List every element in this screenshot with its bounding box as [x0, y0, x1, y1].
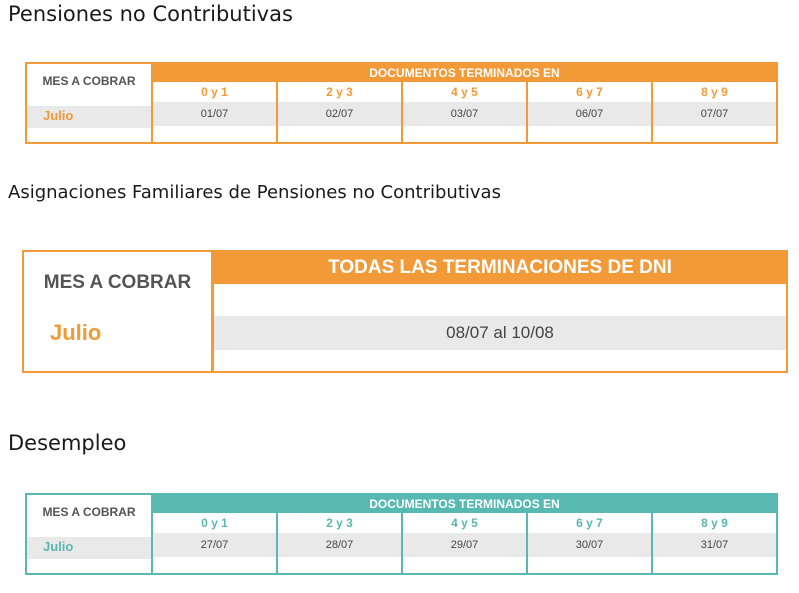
payment-date: 07/07 — [653, 102, 776, 126]
month-label: Julio — [43, 539, 74, 554]
doc-range: 8 y 9 — [701, 516, 728, 530]
payment-date: 31/07 — [653, 533, 776, 557]
doc-range: 2 y 3 — [326, 516, 353, 530]
documents-columns — [153, 64, 776, 142]
doc-column — [403, 513, 528, 573]
payment-date: 06/07 — [528, 102, 651, 126]
doc-column — [403, 82, 528, 142]
doc-range: 2 y 3 — [326, 85, 353, 99]
documents-header: DOCUMENTOS TERMINADOS EN — [153, 495, 776, 513]
doc-column — [153, 82, 278, 142]
doc-range: 4 y 5 — [451, 516, 478, 530]
month-label: Julio — [50, 320, 102, 345]
mes-column — [27, 495, 153, 573]
asignaciones-schedule-table — [22, 250, 788, 373]
dni-header: TODAS LAS TERMINACIONES DE DNI — [214, 252, 786, 284]
pensiones-schedule-table — [25, 62, 778, 144]
documents-columns — [153, 495, 776, 573]
doc-column — [653, 513, 776, 573]
mes-a-cobrar-label: MES A COBRAR — [43, 272, 192, 293]
doc-range: 4 y 5 — [451, 85, 478, 99]
section-title-asignaciones: Asignaciones Familiares de Pensiones no Contributivas — [8, 182, 501, 203]
doc-column — [278, 513, 403, 573]
doc-range: 6 y 7 — [576, 516, 603, 530]
documents-header: DOCUMENTOS TERMINADOS EN — [153, 64, 776, 82]
payment-date: 03/07 — [403, 102, 526, 126]
doc-range: 0 y 1 — [201, 85, 228, 99]
doc-column — [528, 513, 653, 573]
mes-a-cobrar-label: MES A COBRAR — [42, 74, 136, 88]
doc-range: 6 y 7 — [576, 85, 603, 99]
month-label: Julio — [43, 108, 74, 123]
doc-column — [653, 82, 776, 142]
blank-row — [214, 284, 786, 316]
payment-date: 29/07 — [403, 533, 526, 557]
section-title-desempleo: Desempleo — [8, 431, 127, 455]
doc-column — [528, 82, 653, 142]
doc-column — [153, 513, 278, 573]
payment-date-range: 08/07 al 10/08 — [214, 316, 786, 350]
doc-range: 0 y 1 — [201, 516, 228, 530]
payment-date: 27/07 — [153, 533, 276, 557]
mes-a-cobrar-label: MES A COBRAR — [42, 505, 136, 519]
mes-column — [27, 64, 153, 142]
payment-date: 01/07 — [153, 102, 276, 126]
payment-date: 30/07 — [528, 533, 651, 557]
desempleo-schedule-table — [25, 493, 778, 575]
payment-date: 28/07 — [278, 533, 401, 557]
dni-column — [214, 252, 786, 371]
payment-date: 02/07 — [278, 102, 401, 126]
section-title-pensiones: Pensiones no Contributivas — [8, 2, 293, 26]
mes-column — [24, 252, 214, 371]
doc-range: 8 y 9 — [701, 85, 728, 99]
doc-column — [278, 82, 403, 142]
